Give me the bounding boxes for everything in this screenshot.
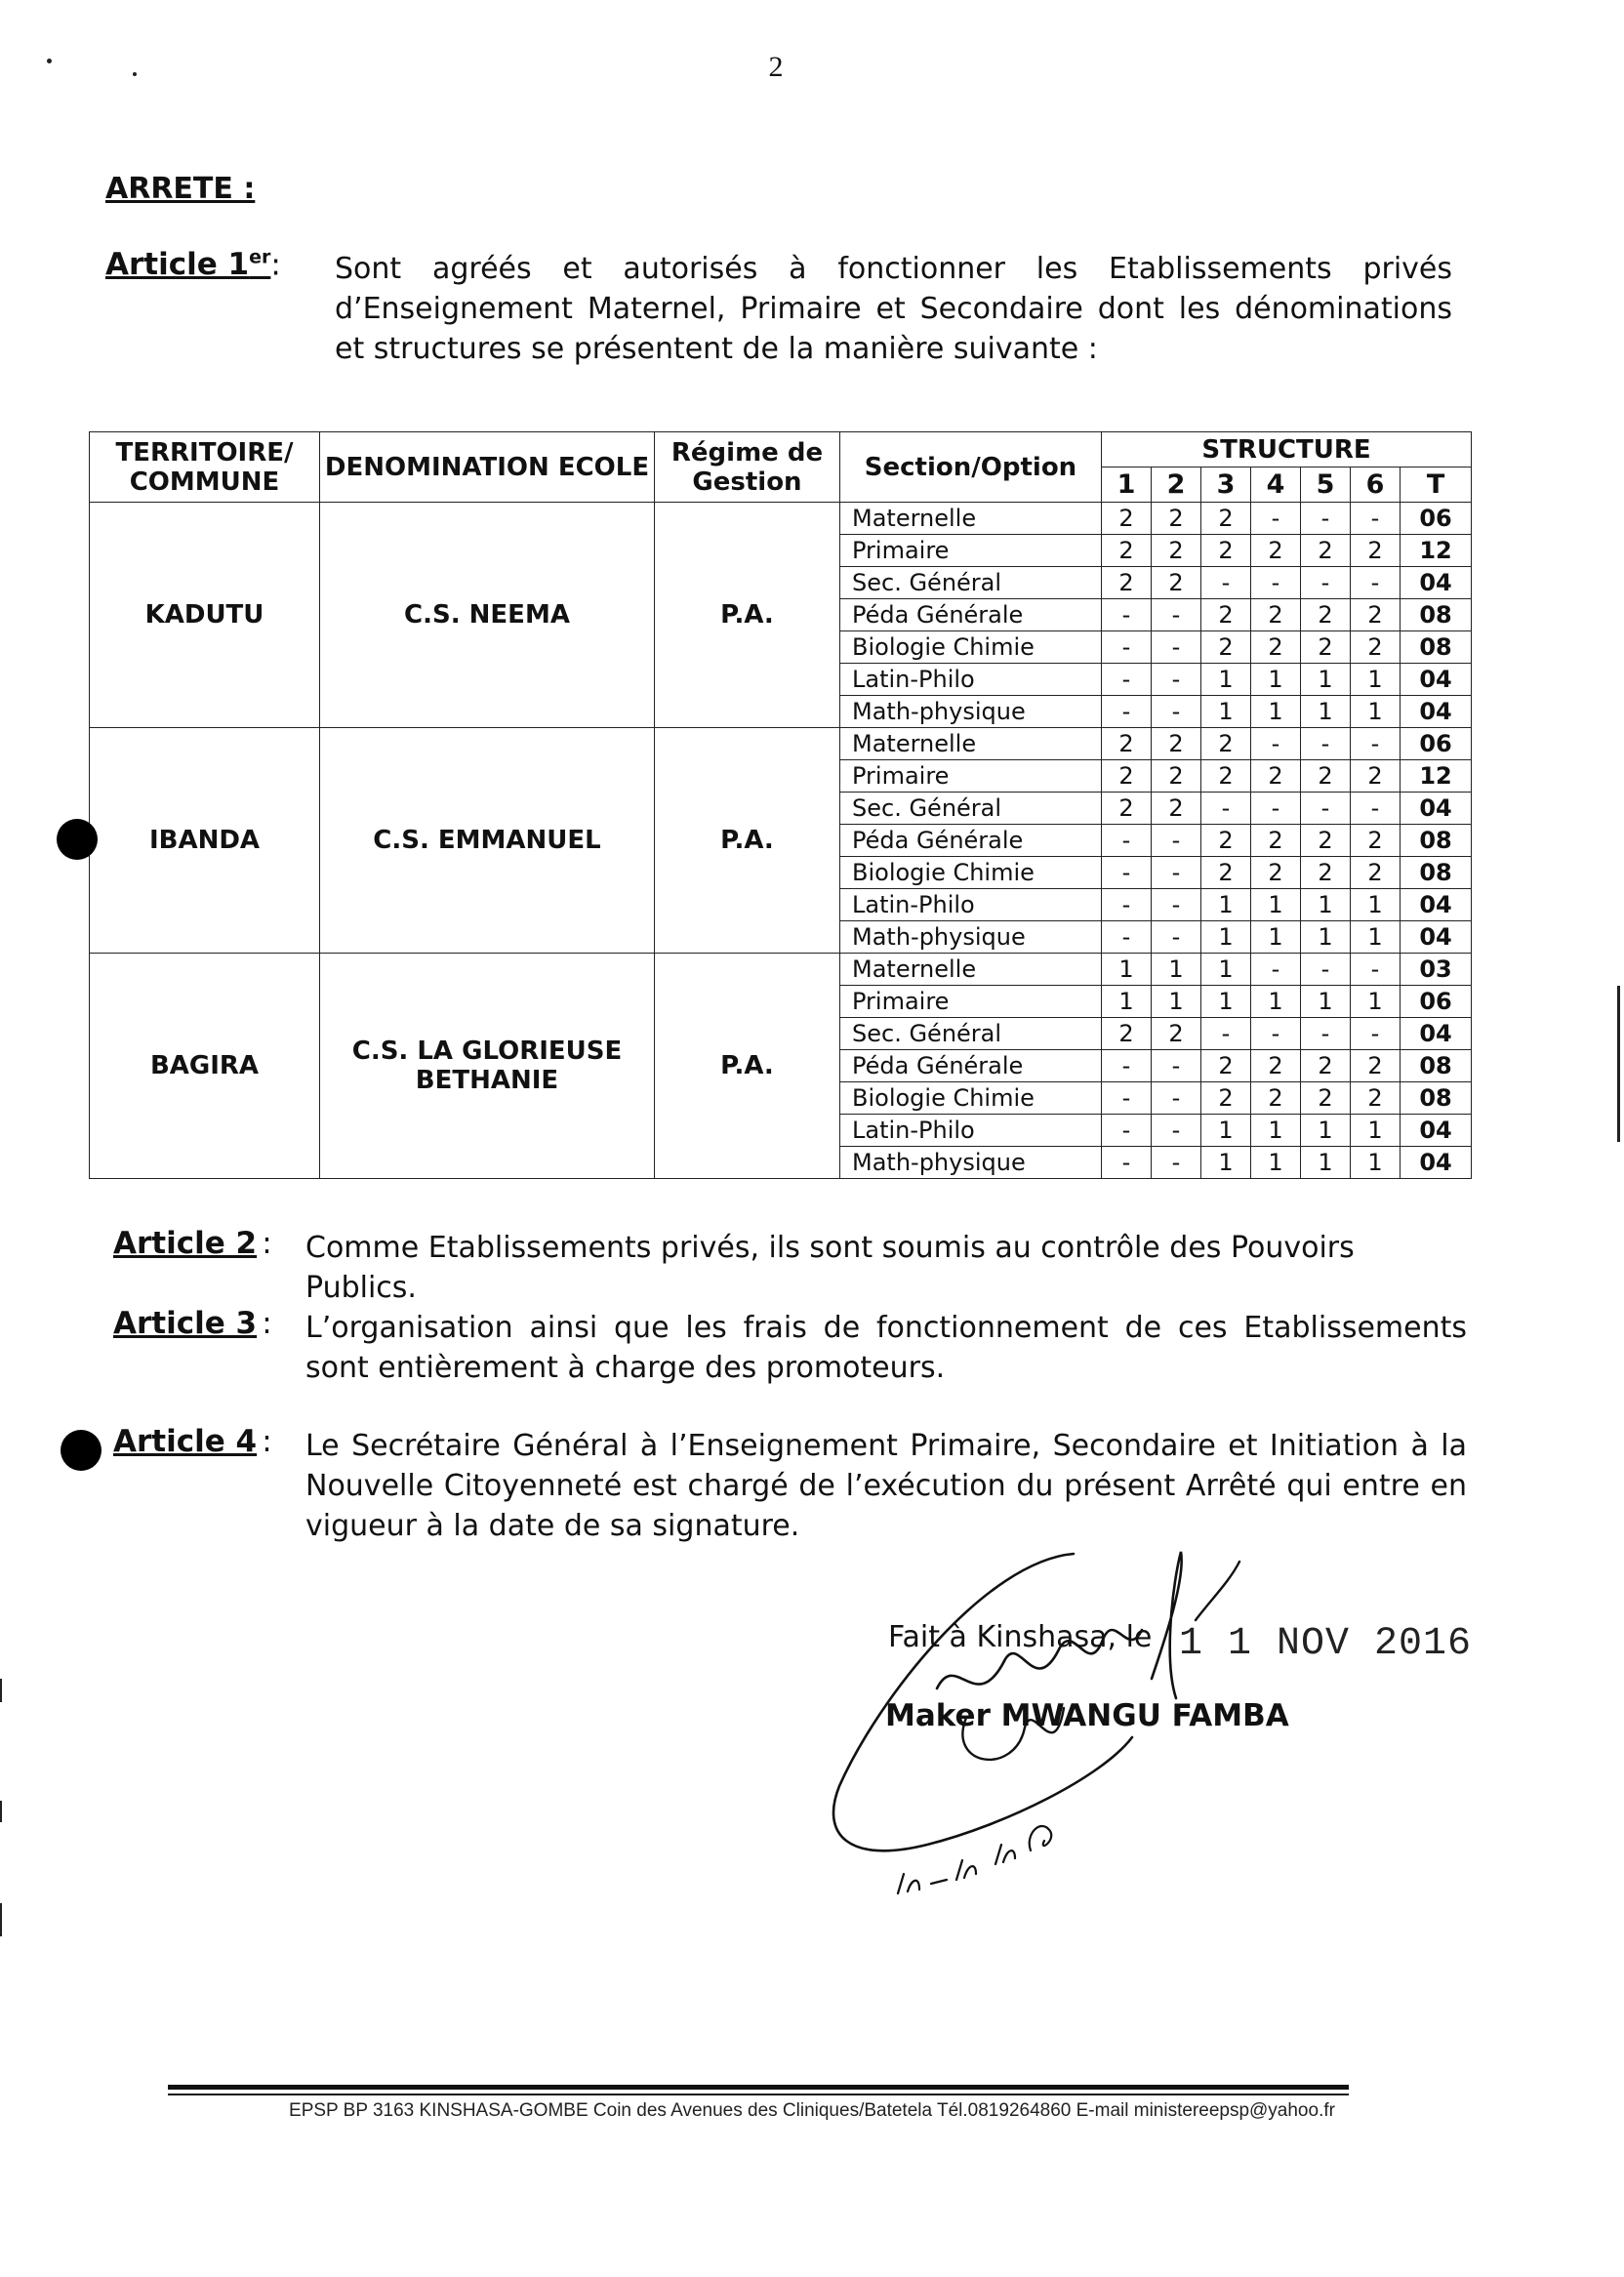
- cell-year-3: 2: [1201, 857, 1251, 889]
- cell-territoire: BAGIRA: [90, 954, 320, 1179]
- cell-year-4: 1: [1251, 696, 1301, 728]
- cell-year-1: -: [1102, 1147, 1152, 1179]
- cell-section: Latin-Philo: [840, 664, 1102, 696]
- cell-year-3: 1: [1201, 1115, 1251, 1147]
- cell-year-3: 2: [1201, 631, 1251, 664]
- cell-year-3: 2: [1201, 825, 1251, 857]
- cell-total: 04: [1401, 921, 1472, 954]
- header-col-t: T: [1401, 468, 1472, 503]
- cell-year-5: 1: [1301, 696, 1351, 728]
- article-4-label: Article 4: [113, 1424, 258, 1459]
- cell-year-1: 2: [1102, 503, 1152, 535]
- cell-year-6: 1: [1351, 889, 1401, 921]
- heading-arrete: ARRETE :: [105, 172, 256, 206]
- cell-section: Péda Générale: [840, 599, 1102, 631]
- cell-year-2: 2: [1152, 760, 1201, 793]
- cell-total: 04: [1401, 1147, 1472, 1179]
- cell-year-3: 2: [1201, 599, 1251, 631]
- article-3-label: Article 3: [113, 1306, 258, 1341]
- cell-section: Biologie Chimie: [840, 1082, 1102, 1115]
- cell-year-5: -: [1301, 1018, 1351, 1050]
- punch-hole-mark: [61, 1430, 102, 1471]
- header-denomination: DENOMINATION ECOLE: [320, 432, 655, 503]
- article-4-text: Le Secrétaire Général à l’Enseignement Primaire, Secondaire et Initiation à la Nouvelle Citoyenneté est chargé de l’exécution du présent Arrêté qui entre en vigueur à la date de sa signature.: [305, 1429, 1467, 1543]
- article-2-colon: :: [262, 1226, 272, 1261]
- edge-mark: [1617, 986, 1620, 1142]
- cell-year-1: 2: [1102, 1018, 1152, 1050]
- cell-year-6: 2: [1351, 535, 1401, 567]
- cell-year-3: 2: [1201, 503, 1251, 535]
- footer-address: EPSP BP 3163 KINSHASA-GOMBE Coin des Avenues des Cliniques/Batetela Tél.0819264860 E-mail ministereepsp@yahoo.fr: [289, 2100, 1335, 2121]
- cell-total: 08: [1401, 631, 1472, 664]
- cell-total: 08: [1401, 1082, 1472, 1115]
- footer-rule: [168, 2094, 1349, 2095]
- cell-section: Maternelle: [840, 954, 1102, 986]
- cell-section: Maternelle: [840, 728, 1102, 760]
- cell-ecole: C.S. LA GLORIEUSE BETHANIE: [320, 954, 655, 1179]
- handwritten-signature-icon: [810, 1542, 1415, 1932]
- cell-year-1: 2: [1102, 535, 1152, 567]
- cell-year-6: -: [1351, 567, 1401, 599]
- cell-year-1: 1: [1102, 986, 1152, 1018]
- cell-year-2: -: [1152, 696, 1201, 728]
- cell-year-1: 1: [1102, 954, 1152, 986]
- cell-year-4: -: [1251, 1018, 1301, 1050]
- edge-mark: [0, 1679, 2, 1702]
- cell-year-2: -: [1152, 889, 1201, 921]
- cell-year-6: -: [1351, 728, 1401, 760]
- cell-year-3: 2: [1201, 1082, 1251, 1115]
- cell-section: Latin-Philo: [840, 889, 1102, 921]
- cell-year-5: 1: [1301, 921, 1351, 954]
- article-4-heading: [113, 1424, 272, 1459]
- cell-year-5: 2: [1301, 1050, 1351, 1082]
- cell-year-2: 2: [1152, 728, 1201, 760]
- cell-year-6: -: [1351, 954, 1401, 986]
- cell-section: Péda Générale: [840, 825, 1102, 857]
- cell-total: 06: [1401, 728, 1472, 760]
- header-territoire: TERRITOIRE/ COMMUNE: [90, 432, 320, 503]
- cell-total: 04: [1401, 793, 1472, 825]
- article-3-colon: :: [262, 1306, 272, 1341]
- cell-section: Primaire: [840, 986, 1102, 1018]
- cell-total: 08: [1401, 599, 1472, 631]
- cell-year-2: 2: [1152, 503, 1201, 535]
- cell-year-2: 1: [1152, 954, 1201, 986]
- cell-year-1: -: [1102, 1082, 1152, 1115]
- footer-rule: [168, 2085, 1349, 2090]
- cell-year-5: -: [1301, 954, 1351, 986]
- cell-year-2: -: [1152, 857, 1201, 889]
- edge-mark: [0, 1903, 2, 1936]
- cell-section: Latin-Philo: [840, 1115, 1102, 1147]
- cell-year-2: -: [1152, 921, 1201, 954]
- cell-year-4: 2: [1251, 535, 1301, 567]
- cell-total: 08: [1401, 825, 1472, 857]
- cell-section: Math-physique: [840, 1147, 1102, 1179]
- cell-regime: P.A.: [655, 503, 840, 728]
- cell-year-5: 2: [1301, 760, 1351, 793]
- cell-year-3: 1: [1201, 664, 1251, 696]
- article-3-heading: [113, 1306, 272, 1341]
- cell-year-2: -: [1152, 664, 1201, 696]
- cell-year-4: 1: [1251, 889, 1301, 921]
- header-col-1: 1: [1102, 468, 1152, 503]
- cell-section: Primaire: [840, 760, 1102, 793]
- cell-total: 04: [1401, 567, 1472, 599]
- cell-year-5: 1: [1301, 1147, 1351, 1179]
- cell-year-6: 2: [1351, 631, 1401, 664]
- cell-year-3: 1: [1201, 889, 1251, 921]
- cell-year-6: -: [1351, 1018, 1401, 1050]
- cell-year-1: -: [1102, 1050, 1152, 1082]
- cell-section: Math-physique: [840, 921, 1102, 954]
- article-2-heading: [113, 1226, 272, 1261]
- cell-year-6: 1: [1351, 1147, 1401, 1179]
- cell-year-2: -: [1152, 631, 1201, 664]
- cell-year-6: 1: [1351, 664, 1401, 696]
- cell-section: Sec. Général: [840, 567, 1102, 599]
- cell-year-2: -: [1152, 1147, 1201, 1179]
- cell-year-5: 2: [1301, 599, 1351, 631]
- cell-year-4: 2: [1251, 857, 1301, 889]
- cell-year-2: 2: [1152, 535, 1201, 567]
- table-row: [90, 954, 1472, 986]
- cell-year-3: 2: [1201, 535, 1251, 567]
- cell-total: 04: [1401, 664, 1472, 696]
- cell-year-4: 2: [1251, 1050, 1301, 1082]
- cell-year-2: -: [1152, 1115, 1201, 1147]
- cell-year-3: -: [1201, 567, 1251, 599]
- cell-year-6: 2: [1351, 760, 1401, 793]
- cell-year-3: -: [1201, 793, 1251, 825]
- cell-year-4: 2: [1251, 760, 1301, 793]
- cell-territoire: KADUTU: [90, 503, 320, 728]
- cell-year-1: -: [1102, 1115, 1152, 1147]
- header-structure: STRUCTURE: [1102, 432, 1472, 468]
- cell-regime: P.A.: [655, 954, 840, 1179]
- cell-year-5: 2: [1301, 1082, 1351, 1115]
- cell-year-1: 2: [1102, 760, 1152, 793]
- cell-total: 08: [1401, 1050, 1472, 1082]
- structure-table: [89, 431, 1472, 1179]
- cell-total: 04: [1401, 1115, 1472, 1147]
- cell-year-1: -: [1102, 857, 1152, 889]
- header-col-2: 2: [1152, 468, 1201, 503]
- cell-year-3: 1: [1201, 986, 1251, 1018]
- header-section: Section/Option: [840, 432, 1102, 503]
- header-col-3: 3: [1201, 468, 1251, 503]
- cell-total: 04: [1401, 696, 1472, 728]
- cell-year-4: 2: [1251, 631, 1301, 664]
- cell-regime: P.A.: [655, 728, 840, 954]
- cell-year-1: -: [1102, 664, 1152, 696]
- table-row: [90, 728, 1472, 760]
- cell-year-4: -: [1251, 503, 1301, 535]
- cell-year-6: 1: [1351, 1115, 1401, 1147]
- cell-year-4: 1: [1251, 921, 1301, 954]
- cell-year-1: -: [1102, 696, 1152, 728]
- cell-year-6: 1: [1351, 986, 1401, 1018]
- cell-year-3: 2: [1201, 760, 1251, 793]
- cell-total: 04: [1401, 1018, 1472, 1050]
- article-3-text: L’organisation ainsi que les frais de fonctionnement de ces Etablissements sont entièrement à charge des promoteurs.: [305, 1311, 1467, 1385]
- cell-year-4: 1: [1251, 1115, 1301, 1147]
- cell-year-5: 1: [1301, 889, 1351, 921]
- cell-year-3: 2: [1201, 1050, 1251, 1082]
- cell-year-1: -: [1102, 921, 1152, 954]
- cell-year-6: 1: [1351, 921, 1401, 954]
- cell-section: Péda Générale: [840, 1050, 1102, 1082]
- cell-year-2: 2: [1152, 1018, 1201, 1050]
- cell-territoire: IBANDA: [90, 728, 320, 954]
- cell-total: 03: [1401, 954, 1472, 986]
- cell-year-4: -: [1251, 793, 1301, 825]
- cell-total: 06: [1401, 986, 1472, 1018]
- cell-year-5: 1: [1301, 1115, 1351, 1147]
- article-4-colon: :: [262, 1424, 272, 1459]
- cell-year-2: 2: [1152, 793, 1201, 825]
- cell-year-6: 2: [1351, 1050, 1401, 1082]
- cell-year-5: 2: [1301, 825, 1351, 857]
- cell-year-3: 1: [1201, 954, 1251, 986]
- header-col-5: 5: [1301, 468, 1351, 503]
- cell-section: Math-physique: [840, 696, 1102, 728]
- cell-section: Biologie Chimie: [840, 631, 1102, 664]
- cell-year-1: 2: [1102, 728, 1152, 760]
- page-number: 2: [768, 51, 784, 83]
- cell-year-1: -: [1102, 889, 1152, 921]
- cell-total: 04: [1401, 889, 1472, 921]
- cell-year-2: 2: [1152, 567, 1201, 599]
- cell-year-6: 2: [1351, 857, 1401, 889]
- cell-year-4: 1: [1251, 986, 1301, 1018]
- cell-ecole: C.S. NEEMA: [320, 503, 655, 728]
- cell-year-2: -: [1152, 1050, 1201, 1082]
- cell-year-1: 2: [1102, 567, 1152, 599]
- cell-section: Biologie Chimie: [840, 857, 1102, 889]
- article-1-label: Article 1er: [105, 247, 271, 283]
- header-col-6: 6: [1351, 468, 1401, 503]
- cell-year-4: 1: [1251, 1147, 1301, 1179]
- cell-year-4: -: [1251, 567, 1301, 599]
- article-1-text: Sont agréés et autorisés à fonctionner les Etablissements privés d’Enseignement Maternel, Primaire et Secondaire dont les dénominations et structures se présentent de la manière suivante :: [335, 252, 1452, 366]
- cell-year-4: 1: [1251, 664, 1301, 696]
- cell-year-5: 2: [1301, 631, 1351, 664]
- cell-year-5: 2: [1301, 857, 1351, 889]
- article-2-label: Article 2: [113, 1226, 258, 1261]
- cell-total: 08: [1401, 857, 1472, 889]
- cell-year-5: 1: [1301, 664, 1351, 696]
- cell-year-1: 2: [1102, 793, 1152, 825]
- cell-year-5: -: [1301, 728, 1351, 760]
- cell-total: 12: [1401, 535, 1472, 567]
- cell-year-4: -: [1251, 954, 1301, 986]
- article-2-text: Comme Etablissements privés, ils sont soumis au contrôle des Pouvoirs Publics.: [305, 1231, 1355, 1305]
- header-regime: Régime de Gestion: [655, 432, 840, 503]
- date-stamp: 1 1 NOV 2016: [1179, 1622, 1473, 1666]
- cell-year-3: 1: [1201, 921, 1251, 954]
- cell-year-2: -: [1152, 599, 1201, 631]
- cell-year-5: -: [1301, 567, 1351, 599]
- cell-year-5: -: [1301, 503, 1351, 535]
- cell-year-2: 1: [1152, 986, 1201, 1018]
- cell-year-3: 1: [1201, 1147, 1251, 1179]
- cell-year-4: 2: [1251, 825, 1301, 857]
- cell-year-1: -: [1102, 825, 1152, 857]
- cell-total: 12: [1401, 760, 1472, 793]
- table-body: [90, 503, 1472, 1179]
- signatory-name: Maker MWANGU FAMBA: [885, 1698, 1289, 1733]
- cell-year-5: 2: [1301, 535, 1351, 567]
- place-line: Fait à Kinshasa, le: [888, 1620, 1153, 1654]
- cell-section: Sec. Général: [840, 793, 1102, 825]
- cell-ecole: C.S. EMMANUEL: [320, 728, 655, 954]
- table-row: [90, 503, 1472, 535]
- cell-year-4: 2: [1251, 599, 1301, 631]
- cell-year-1: -: [1102, 599, 1152, 631]
- cell-year-2: -: [1152, 825, 1201, 857]
- cell-year-6: 1: [1351, 696, 1401, 728]
- cell-year-5: 1: [1301, 986, 1351, 1018]
- cell-year-6: -: [1351, 503, 1401, 535]
- cell-section: Sec. Général: [840, 1018, 1102, 1050]
- cell-total: 06: [1401, 503, 1472, 535]
- cell-section: Maternelle: [840, 503, 1102, 535]
- cell-year-3: 2: [1201, 728, 1251, 760]
- header-col-4: 4: [1251, 468, 1301, 503]
- cell-year-3: -: [1201, 1018, 1251, 1050]
- article-1-heading: [105, 247, 281, 282]
- cell-year-3: 1: [1201, 696, 1251, 728]
- cell-year-6: 2: [1351, 825, 1401, 857]
- cell-year-6: -: [1351, 793, 1401, 825]
- cell-year-5: -: [1301, 793, 1351, 825]
- cell-year-4: 2: [1251, 1082, 1301, 1115]
- cell-year-1: -: [1102, 631, 1152, 664]
- cell-year-4: -: [1251, 728, 1301, 760]
- punch-hole-mark: [57, 819, 98, 860]
- cell-year-2: -: [1152, 1082, 1201, 1115]
- cell-section: Primaire: [840, 535, 1102, 567]
- edge-mark: [0, 1801, 2, 1822]
- article-1-colon: :: [270, 247, 281, 283]
- cell-year-6: 2: [1351, 599, 1401, 631]
- cell-year-6: 2: [1351, 1082, 1401, 1115]
